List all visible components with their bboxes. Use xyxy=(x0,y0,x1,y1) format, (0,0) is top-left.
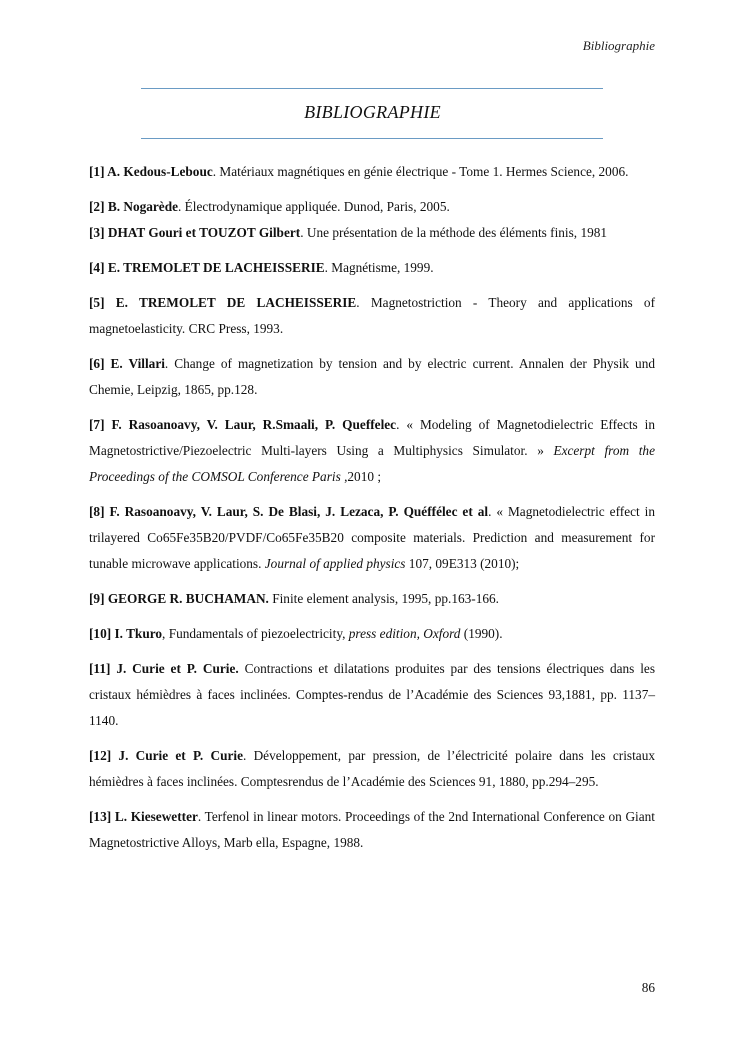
reference-authors: E. TREMOLET DE LACHEISSERIE xyxy=(107,260,325,275)
reference-authors: DHAT Gouri et TOUZOT Gilbert xyxy=(107,225,301,240)
reference-number: [10] xyxy=(89,626,112,641)
reference-source: Journal of applied physics xyxy=(264,556,406,571)
reference-text: . Électrodynamique appliquée. Dunod, Paris, 2005. xyxy=(178,199,450,214)
reference-number: [7] xyxy=(89,417,105,432)
reference-item xyxy=(89,159,655,185)
reference-text: . Change of magnetization by tension and by electric current. Annalen der Physik und Chemie, Leipzig, 1865, pp.128. xyxy=(89,356,656,397)
reference-number: [9] xyxy=(89,591,105,606)
reference-item xyxy=(89,220,655,246)
reference-text: . Terfenol in linear motors. Proceedings of the 2nd International Conference on Giant Magnetostrictive Alloys, Marb ella, Espagne, 1988. xyxy=(89,809,655,850)
reference-item xyxy=(89,499,655,577)
reference-text: Finite element analysis, 1995, pp.163-166. xyxy=(268,591,499,606)
reference-text-after: (1990). xyxy=(460,626,503,641)
title-rule-bottom xyxy=(141,138,603,139)
reference-number: [2] xyxy=(89,199,105,214)
reference-number: [5] xyxy=(89,295,105,310)
reference-item xyxy=(89,656,655,734)
page-number: 86 xyxy=(641,980,655,995)
reference-text: . « Modeling of Magnetodielectric Effects in Magnetostrictive/Piezoelectric Multi-layers Using a Multiphysics Simulator. » xyxy=(89,417,655,458)
reference-text: . « Magnetodielectric effect in trilayered Co65Fe35B20/PVDF/Co65Fe35B20 composite materials. Prediction and measurement for tunable microwave applications. xyxy=(89,504,655,571)
reference-item xyxy=(89,290,655,342)
reference-number: [3] xyxy=(89,225,105,240)
reference-item xyxy=(89,412,655,490)
running-header: Bibliographie xyxy=(582,38,655,53)
reference-item xyxy=(89,621,655,647)
reference-number: [8] xyxy=(89,504,105,519)
reference-item xyxy=(89,743,655,795)
reference-authors: J. Curie et P. Curie xyxy=(118,748,243,763)
reference-number: [12] xyxy=(89,748,112,763)
reference-authors: J. Curie et P. Curie. xyxy=(116,661,239,676)
reference-authors: F. Rasoanoavy, V. Laur, S. De Blasi, J. Lezaca, P. Quéffélec et al xyxy=(109,504,489,519)
reference-item xyxy=(89,351,655,403)
reference-item xyxy=(89,255,655,281)
reference-authors: F. Rasoanoavy, V. Laur, R.Smaali, P. Queffelec xyxy=(111,417,397,432)
reference-number: [13] xyxy=(89,809,112,824)
reference-authors: E. TREMOLET DE LACHEISSERIE xyxy=(115,295,357,310)
reference-list xyxy=(89,159,655,865)
reference-text: , Fundamentals of piezoelectricity, xyxy=(162,626,349,641)
reference-text: . Magnetostriction - Theory and applications of magnetoelasticity. CRC Press, 1993. xyxy=(89,295,656,336)
reference-number: [1] xyxy=(89,164,105,179)
reference-text: . Développement, par pression, de l’électricité polaire dans les cristaux hémièdres à faces inclinées. Comptesrendus de l’Académie des Sciences 91, 1880, pp.294–295. xyxy=(89,748,655,789)
reference-item xyxy=(89,586,655,612)
reference-authors: L. Kiesewetter xyxy=(114,809,198,824)
reference-text: . Une présentation de la méthode des éléments finis, 1981 xyxy=(300,225,608,240)
reference-text: . Matériaux magnétiques en génie électrique - Tome 1. Hermes Science, 2006. xyxy=(212,164,629,179)
reference-authors: I. Tkuro xyxy=(114,626,163,641)
reference-source: press edition, Oxford xyxy=(348,626,461,641)
title-rule-top xyxy=(141,88,603,89)
reference-text: Contractions et dilatations produites par des tensions électriques dans les cristaux hémièdres à faces inclinées. Comptes-rendus de l’Académie des Sciences 93,1881, pp. 1137–1140. xyxy=(89,661,656,728)
page-title: BIBLIOGRAPHIE xyxy=(304,102,441,122)
reference-authors: A. Kedous-Lebouc xyxy=(107,164,213,179)
reference-item xyxy=(89,804,655,856)
reference-number: [6] xyxy=(89,356,105,371)
reference-authors: E. Villari xyxy=(110,356,165,371)
reference-number: [4] xyxy=(89,260,105,275)
reference-number: [11] xyxy=(89,661,111,676)
reference-item xyxy=(89,194,655,220)
reference-text: . Magnétisme, 1999. xyxy=(324,260,434,275)
reference-text-after: ,2010 ; xyxy=(340,469,382,484)
reference-text-after: 107, 09E313 (2010); xyxy=(405,556,520,571)
reference-authors: B. Nogarède xyxy=(107,199,179,214)
reference-authors: GEORGE R. BUCHAMAN. xyxy=(107,591,269,606)
reference-source: Excerpt from the Proceedings of the COMSOL Conference Paris xyxy=(89,443,655,484)
